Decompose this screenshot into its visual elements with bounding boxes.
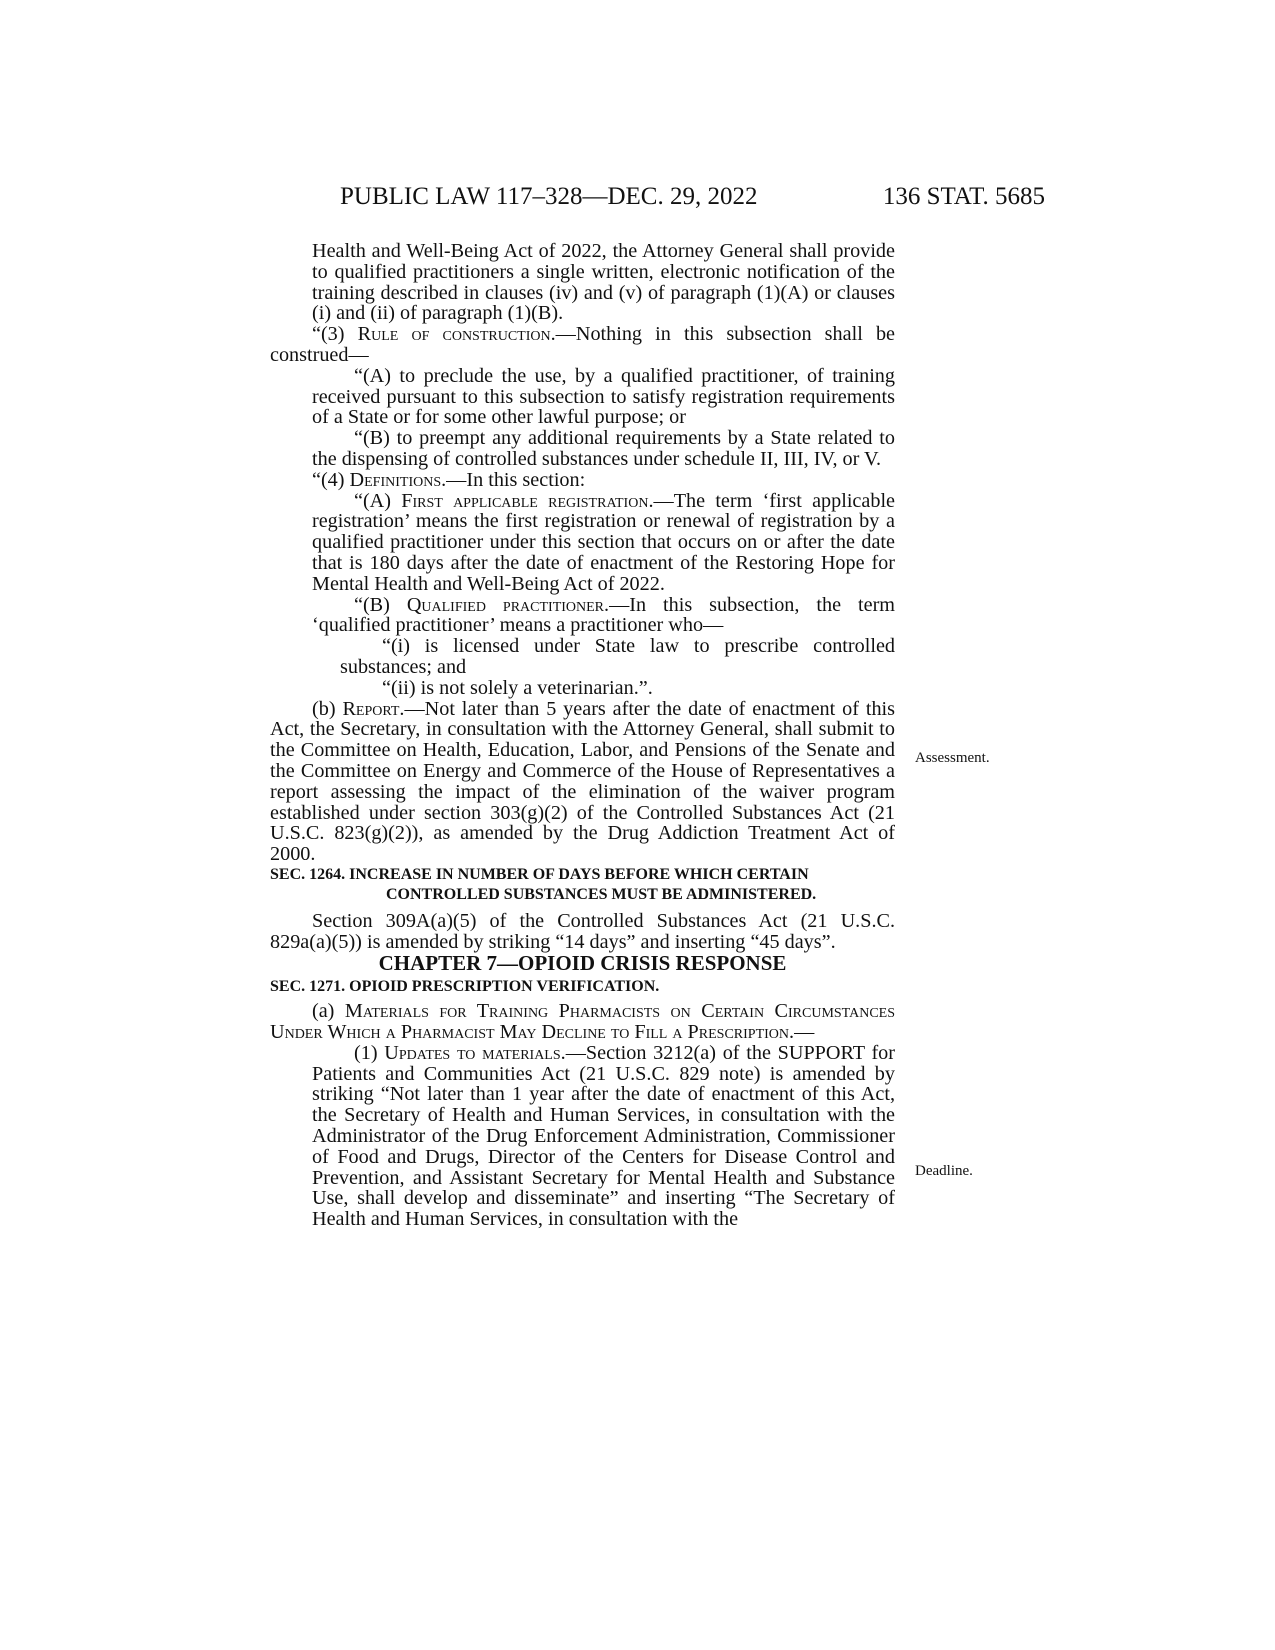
paragraph-first-applicable-registration: “(A) First applicable registration.—The term ‘first applicable registration’ means the first registration or renewal of registration by a qualified practitioner under this section that occurs on or after the date that is 180 days after the date of enactment of the Restoring Hope for Mental Health and Well-Being Act of 2022.: [312, 489, 896, 595]
paragraph-rule-of-construction: “(3) Rule of construction.—Nothing in this subsection shall be construed—: [270, 323, 896, 366]
chapter-heading: CHAPTER 7—OPIOID CRISIS RESPONSE: [378, 950, 787, 975]
running-header: [340, 183, 1045, 213]
paragraph-qualified-practitioner: “(B) Qualified practitioner.—In this subsection, the term ‘qualified practitioner’ means a practitioner who—: [312, 593, 896, 637]
paragraph-construction-b: “(B) to preempt any additional requirements by a State related to the dispensing of controlled substances under schedule II, III, IV, or V.: [312, 427, 895, 470]
paragraph-section-309a: Section 309A(a)(5) of the Controlled Substances Act (21 U.S.C. 829a(a)(5)) is amended by striking “14 days” and inserting “45 days”.: [270, 909, 895, 953]
margin-note-assessment: Assessment.: [915, 750, 990, 766]
header-stat-page: 136 STAT. 5685: [882, 183, 1045, 210]
section-1271-heading: SEC. 1271. OPIOID PRESCRIPTION VERIFICATION.: [270, 978, 660, 996]
paragraph-not-veterinarian: “(ii) is not solely a veterinarian.”.: [382, 676, 653, 699]
paragraph-definitions: “(4) Definitions.—In this section:: [312, 468, 586, 491]
paragraph-construction-a: “(A) to preclude the use, by a qualified practitioner, of training received pursuant to this subsection to satisfy registration requirements of a State or for some other lawful purpose; or: [312, 364, 895, 429]
margin-note-deadline: Deadline.: [915, 1163, 973, 1179]
section-1264-heading: SEC. 1264. INCREASE IN NUMBER OF DAYS BEFORE WHICH CERTAIN CONTROLLED SUBSTANCES MUST BE ADMINISTERED.: [270, 865, 817, 903]
paragraph-training-notification: Health and Well-Being Act of 2022, the Attorney General shall provide to qualified practitioners a single written, electronic notification of the training described in clauses (iv) and (v) of paragraph (1)(A) or clauses (i) and (ii) of paragraph (1)(B).: [312, 240, 895, 325]
paragraph-materials-for-training: (a) Materials for Training Pharmacists on Certain Circumstances Under Which a Pharmacist May Decline to Fill a Prescription.—: [270, 1000, 896, 1044]
header-public-law: PUBLIC LAW 117–328—DEC. 29, 2022: [340, 183, 758, 210]
paragraph-updates-to-materials: (1) Updates to materials.—Section 3212(a) of the SUPPORT for Patients and Communities Act (21 U.S.C. 829 note) is amended by striking “Not later than 1 year after the date of enactment of this Act, the Secretary of Health and Human Services, in consultation with the Administrator of the Drug Enforcement Administration, Commissioner of Food and Drugs, Director of the Centers for Disease Control and Prevention, and Assistant Secretary for Mental Health and Substance Use, shall develop and disseminate” and inserting “The Secretary of Health and Human Services, in consultation with the: [312, 1041, 895, 1231]
paragraph-report: (b) Report.—Not later than 5 years after the date of enactment of this Act, the Secretary, in consultation with the Attorney General, shall submit to the Committee on Health, Education, Labor, and Pensions of the Senate and the Committee on Energy and Commerce of the House of Representatives a report assessing the impact of the elimination of the waiver program established under section 303(g)(2) of the Controlled Substances Act (21 U.S.C. 823(g)(2)), as amended by the Drug Addiction Treatment Act of 2000.: [270, 697, 896, 866]
document-body: [270, 241, 895, 1230]
paragraph-licensed: “(i) is licensed under State law to prescribe controlled substances; and: [340, 635, 895, 678]
